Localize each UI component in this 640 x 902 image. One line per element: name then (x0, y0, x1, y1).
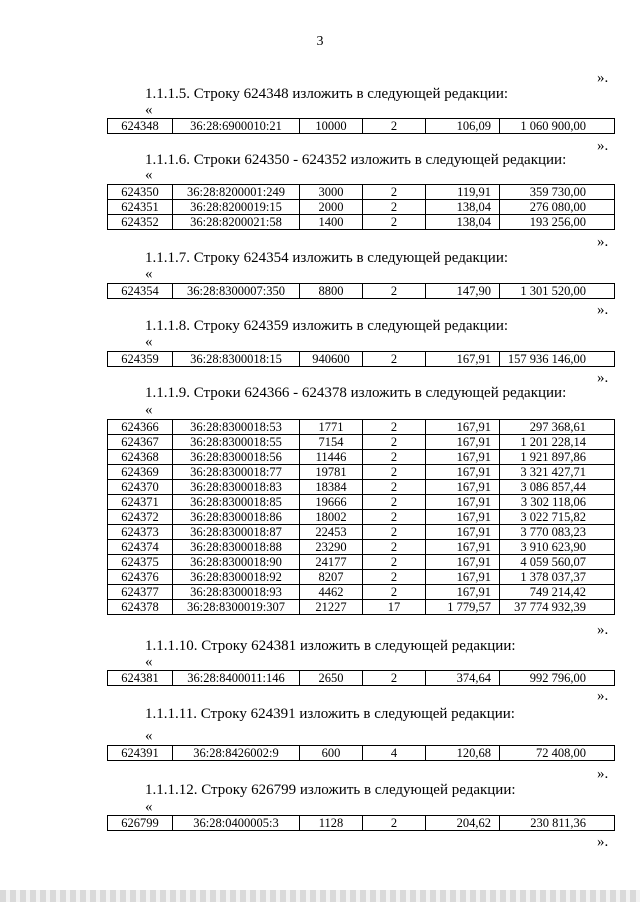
table-row (108, 600, 615, 615)
closing-quote: ». (597, 234, 609, 250)
table-row (108, 215, 615, 230)
table-cell: 624376 (108, 570, 173, 585)
table-row (108, 284, 615, 299)
closing-quote: ». (597, 622, 609, 638)
opening-quote: « (145, 102, 153, 118)
table-cell: 2 (363, 540, 426, 555)
table-cell: 36:28:8300018:86 (173, 510, 300, 525)
table-cell: 18002 (300, 510, 363, 525)
table-cell: 3 770 083,23 (500, 525, 615, 540)
section-heading: 1.1.1.9. Строки 624366 - 624378 изложить в следующей редакции: (145, 385, 567, 401)
table-cell: 36:28:8300018:92 (173, 570, 300, 585)
table-cell: 36:28:8300018:85 (173, 495, 300, 510)
table-cell: 624369 (108, 465, 173, 480)
table-cell: 3 086 857,44 (500, 480, 615, 495)
table-cell: 624372 (108, 510, 173, 525)
table-cell: 2 (363, 555, 426, 570)
closing-quote: ». (597, 834, 609, 850)
table-row (108, 585, 615, 600)
data-table (107, 118, 615, 134)
table-cell: 2 (363, 816, 426, 831)
table-cell: 167,91 (426, 585, 500, 600)
table-cell: 276 080,00 (500, 200, 615, 215)
data-table (107, 815, 615, 831)
table-cell: 297 368,61 (500, 420, 615, 435)
table-cell: 992 796,00 (500, 671, 615, 686)
table-cell: 624371 (108, 495, 173, 510)
table-cell: 624368 (108, 450, 173, 465)
table-cell: 36:28:8300018:53 (173, 420, 300, 435)
table-row (108, 540, 615, 555)
opening-quote: « (145, 654, 153, 670)
table-cell: 7154 (300, 435, 363, 450)
table-cell: 167,91 (426, 435, 500, 450)
table-cell: 138,04 (426, 215, 500, 230)
section-heading: 1.1.1.6. Строки 624350 - 624352 изложить в следующей редакции: (145, 152, 567, 168)
table-cell: 147,90 (426, 284, 500, 299)
section-heading: 1.1.1.11. Строку 624391 изложить в следующей редакции: (145, 706, 515, 722)
table-cell: 3 321 427,71 (500, 465, 615, 480)
table-cell: 624354 (108, 284, 173, 299)
table-row (108, 495, 615, 510)
table-cell: 2 (363, 119, 426, 134)
table-cell: 3 302 118,06 (500, 495, 615, 510)
table-cell: 624391 (108, 746, 173, 761)
table-cell: 19666 (300, 495, 363, 510)
table-cell: 2 (363, 215, 426, 230)
table-row (108, 525, 615, 540)
table-cell: 624351 (108, 200, 173, 215)
section-heading: 1.1.1.5. Строку 624348 изложить в следующей редакции: (145, 86, 509, 102)
data-table (107, 745, 615, 761)
table-cell: 106,09 (426, 119, 500, 134)
table-cell: 2 (363, 284, 426, 299)
table-cell: 36:28:8426002:9 (173, 746, 300, 761)
table-cell: 2 (363, 465, 426, 480)
page-number: 3 (316, 34, 324, 49)
table-cell: 24177 (300, 555, 363, 570)
table-cell: 624367 (108, 435, 173, 450)
table-cell: 167,91 (426, 510, 500, 525)
table-cell: 1128 (300, 816, 363, 831)
table-cell: 624381 (108, 671, 173, 686)
table-row (108, 480, 615, 495)
section-heading: 1.1.1.10. Строку 624381 изложить в следующей редакции: (145, 638, 516, 654)
table-cell: 624359 (108, 352, 173, 367)
table-cell: 72 408,00 (500, 746, 615, 761)
table-cell: 624374 (108, 540, 173, 555)
table-cell: 1 378 037,37 (500, 570, 615, 585)
table-cell: 22453 (300, 525, 363, 540)
table-cell: 138,04 (426, 200, 500, 215)
table-cell: 167,91 (426, 420, 500, 435)
table-cell: 36:28:8300018:87 (173, 525, 300, 540)
table-row (108, 352, 615, 367)
closing-quote: ». (597, 70, 609, 86)
data-table (107, 670, 615, 686)
table-cell: 4 (363, 746, 426, 761)
section-heading: 1.1.1.12. Строку 626799 изложить в следующей редакции: (145, 782, 516, 798)
table-cell: 2 (363, 435, 426, 450)
table-cell: 2 (363, 495, 426, 510)
table-cell: 36:28:6900010:21 (173, 119, 300, 134)
table-cell: 36:28:8400011:146 (173, 671, 300, 686)
table-cell: 36:28:8300018:93 (173, 585, 300, 600)
table-cell: 204,62 (426, 816, 500, 831)
table-cell: 37 774 932,39 (500, 600, 615, 615)
table-row (108, 119, 615, 134)
table-row (108, 570, 615, 585)
table-cell: 11446 (300, 450, 363, 465)
table-cell: 2 (363, 185, 426, 200)
table-cell: 624348 (108, 119, 173, 134)
table-row (108, 185, 615, 200)
opening-quote: « (145, 334, 153, 350)
table-cell: 3 022 715,82 (500, 510, 615, 525)
table-row (108, 200, 615, 215)
table-row (108, 816, 615, 831)
table-cell: 167,91 (426, 555, 500, 570)
closing-quote: ». (597, 138, 609, 154)
table-cell: 167,91 (426, 570, 500, 585)
table-cell: 18384 (300, 480, 363, 495)
table-cell: 23290 (300, 540, 363, 555)
table-row (108, 746, 615, 761)
table-cell: 1 921 897,86 (500, 450, 615, 465)
table-cell: 1 301 520,00 (500, 284, 615, 299)
table-cell: 36:28:8300018:15 (173, 352, 300, 367)
section-heading: 1.1.1.7. Строку 624354 изложить в следующей редакции: (145, 250, 509, 266)
table-cell: 19781 (300, 465, 363, 480)
data-table (107, 184, 615, 230)
table-cell: 2000 (300, 200, 363, 215)
table-cell: 36:28:8300018:77 (173, 465, 300, 480)
table-cell: 749 214,42 (500, 585, 615, 600)
table-cell: 1 201 228,14 (500, 435, 615, 450)
table-cell: 119,91 (426, 185, 500, 200)
table-row (108, 465, 615, 480)
closing-quote: ». (597, 302, 609, 318)
table-cell: 2 (363, 570, 426, 585)
table-cell: 3000 (300, 185, 363, 200)
table-cell: 8207 (300, 570, 363, 585)
table-cell: 1 779,57 (426, 600, 500, 615)
table-cell: 157 936 146,00 (500, 352, 615, 367)
table-cell: 624375 (108, 555, 173, 570)
table-cell: 36:28:8300007:350 (173, 284, 300, 299)
table-row (108, 420, 615, 435)
table-cell: 3 910 623,90 (500, 540, 615, 555)
table-cell: 36:28:0400005:3 (173, 816, 300, 831)
table-cell: 624378 (108, 600, 173, 615)
table-cell: 624373 (108, 525, 173, 540)
opening-quote: « (145, 266, 153, 282)
table-cell: 167,91 (426, 525, 500, 540)
table-cell: 624350 (108, 185, 173, 200)
table-cell: 2650 (300, 671, 363, 686)
table-cell: 167,91 (426, 465, 500, 480)
opening-quote: « (145, 167, 153, 183)
table-row (108, 555, 615, 570)
table-cell: 2 (363, 480, 426, 495)
data-table (107, 351, 615, 367)
table-cell: 36:28:8200019:15 (173, 200, 300, 215)
table-cell: 4462 (300, 585, 363, 600)
closing-quote: ». (597, 766, 609, 782)
table-cell: 940600 (300, 352, 363, 367)
table-cell: 167,91 (426, 495, 500, 510)
closing-quote: ». (597, 688, 609, 704)
table-cell: 624352 (108, 215, 173, 230)
opening-quote: « (145, 402, 153, 418)
table-cell: 1 060 900,00 (500, 119, 615, 134)
table-row (108, 671, 615, 686)
table-cell: 624366 (108, 420, 173, 435)
table-cell: 36:28:8300019:307 (173, 600, 300, 615)
table-cell: 36:28:8300018:56 (173, 450, 300, 465)
table-row (108, 435, 615, 450)
table-cell: 10000 (300, 119, 363, 134)
table-cell: 17 (363, 600, 426, 615)
section-heading: 1.1.1.8. Строку 624359 изложить в следующей редакции: (145, 318, 509, 334)
opening-quote: « (145, 728, 153, 744)
table-cell: 167,91 (426, 450, 500, 465)
table-cell: 624370 (108, 480, 173, 495)
table-cell: 600 (300, 746, 363, 761)
opening-quote: « (145, 799, 153, 815)
table-cell: 2 (363, 450, 426, 465)
table-cell: 36:28:8300018:88 (173, 540, 300, 555)
table-cell: 374,64 (426, 671, 500, 686)
table-cell: 8800 (300, 284, 363, 299)
table-cell: 21227 (300, 600, 363, 615)
table-cell: 193 256,00 (500, 215, 615, 230)
table-cell: 120,68 (426, 746, 500, 761)
table-cell: 2 (363, 585, 426, 600)
table-cell: 1771 (300, 420, 363, 435)
data-table (107, 283, 615, 299)
table-row (108, 450, 615, 465)
table-cell: 167,91 (426, 480, 500, 495)
table-cell: 626799 (108, 816, 173, 831)
table-cell: 2 (363, 200, 426, 215)
table-cell: 36:28:8300018:83 (173, 480, 300, 495)
table-cell: 2 (363, 420, 426, 435)
table-cell: 2 (363, 671, 426, 686)
table-cell: 1400 (300, 215, 363, 230)
scan-border-strip (0, 890, 640, 902)
data-table (107, 419, 615, 615)
table-cell: 359 730,00 (500, 185, 615, 200)
table-cell: 2 (363, 525, 426, 540)
table-cell: 2 (363, 352, 426, 367)
table-cell: 36:28:8300018:55 (173, 435, 300, 450)
table-row (108, 510, 615, 525)
table-cell: 36:28:8300018:90 (173, 555, 300, 570)
table-cell: 167,91 (426, 352, 500, 367)
table-cell: 36:28:8200021:58 (173, 215, 300, 230)
table-cell: 36:28:8200001:249 (173, 185, 300, 200)
table-cell: 2 (363, 510, 426, 525)
table-cell: 167,91 (426, 540, 500, 555)
table-cell: 230 811,36 (500, 816, 615, 831)
table-cell: 624377 (108, 585, 173, 600)
table-cell: 4 059 560,07 (500, 555, 615, 570)
closing-quote: ». (597, 370, 609, 386)
